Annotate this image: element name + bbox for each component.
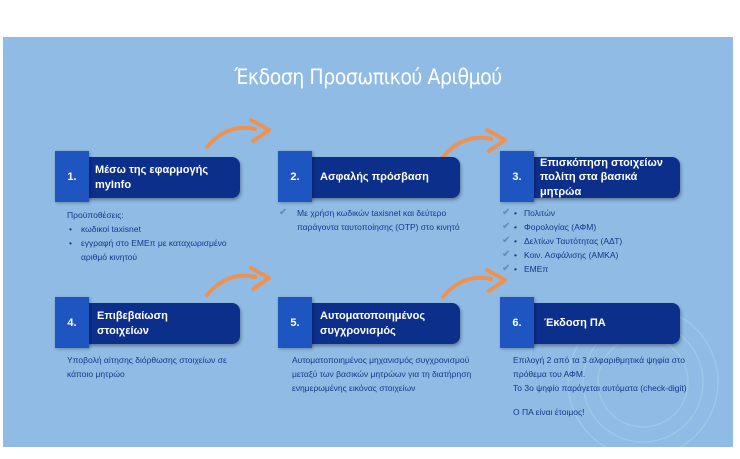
step-title: Έκδοση ΠΑ bbox=[528, 303, 680, 344]
paragraph: Επιλογή 2 από τα 3 αλφαριθμητικά ψηφία στο πρόθεμα του ΑΦΜ. bbox=[513, 355, 686, 379]
arrow-icon bbox=[203, 265, 275, 301]
step-2-text bbox=[279, 206, 479, 234]
step-number: 5. bbox=[278, 297, 312, 348]
step-5-text: Αυτοματοποιημένος μηχανισμός συγχρονισμού μεταξύ των βασικών μητρώων για τη διατήρηση ενημερωμένης εικόνας στοιχείων bbox=[292, 355, 472, 393]
check-icon: ✔ bbox=[502, 235, 511, 246]
step-1-text bbox=[67, 208, 247, 264]
step-number: 3. bbox=[500, 151, 534, 202]
list-item: • κωδικοί taxisnet bbox=[67, 222, 247, 236]
step-number: 4. bbox=[55, 297, 89, 348]
step-title: Επιβεβαίωση στοιχείων bbox=[83, 303, 240, 344]
check-icon: ✔ bbox=[502, 207, 511, 218]
list-item: Φορολογίας (ΑΦΜ) bbox=[524, 222, 597, 232]
list-item: ΕΜΕπ bbox=[524, 264, 549, 274]
step-title: Αυτοματοποιημένος συγχρονισμός bbox=[306, 303, 460, 344]
slide bbox=[3, 37, 733, 447]
step-6-card bbox=[500, 303, 680, 344]
step-2-card bbox=[278, 157, 460, 198]
step-5-card bbox=[278, 303, 460, 344]
check-icon: ✔ bbox=[502, 263, 511, 274]
step-number: 2. bbox=[278, 151, 312, 202]
step-title: Ασφαλής πρόσβαση bbox=[306, 157, 460, 198]
step-4-card bbox=[55, 303, 240, 344]
step-4-text: Υποβολή αίτησης διόρθωσης στοιχείων σε κάποιο μητρώο bbox=[67, 355, 227, 379]
paragraph: Το 3ο ψηφίο παράγεται αυτόματα (check-digit) bbox=[513, 383, 687, 393]
list-item: Κοιν. Ασφάλισης (ΑΜΚΑ) bbox=[524, 250, 619, 260]
paragraph: Ο ΠΑ είναι έτοιμος! bbox=[513, 407, 585, 417]
page-title: Έκδοση Προσωπικού Αριθμού bbox=[234, 65, 502, 89]
list-item: • εγγραφή στο ΕΜΕπ με καταχωρισμένο αριθμό κινητού bbox=[67, 236, 247, 264]
list-item: Δελτίων Ταυτότητας (ΑΔΤ) bbox=[524, 236, 623, 246]
step-title: Επισκόπηση στοιχείων πολίτη στα βασικά μητρώα bbox=[528, 157, 680, 198]
list-item: Πολιτών bbox=[524, 208, 555, 218]
check-icon: ✔ bbox=[502, 249, 511, 260]
requirements-heading: Προϋποθέσεις: bbox=[67, 210, 124, 220]
step-3-text: ✔ • Πολιτών ✔ • Φορολογίας (ΑΦΜ) ✔ • Δελτίων Ταυτότητας (ΑΔΤ) ✔ • Κοιν. Ασφάλισης (ΑΜΚΑ) ✔ • ΕΜΕπ bbox=[502, 207, 623, 274]
step-title: Μέσω της εφαρμογής myInfo bbox=[83, 157, 240, 198]
step-3-card bbox=[500, 157, 680, 198]
check-icon: ✔ bbox=[279, 207, 288, 218]
check-icon: ✔ bbox=[502, 221, 511, 232]
arrow-icon bbox=[203, 117, 275, 153]
step-1-card bbox=[55, 157, 240, 198]
step-number: 1. bbox=[55, 151, 89, 202]
list-item: Με χρήση κωδικών taxisnet και δεύτερο παράγοντα ταυτοποίησης (OTP) στο κινητό bbox=[297, 208, 460, 232]
step-6-text bbox=[513, 353, 691, 419]
step-number: 6. bbox=[500, 297, 534, 348]
